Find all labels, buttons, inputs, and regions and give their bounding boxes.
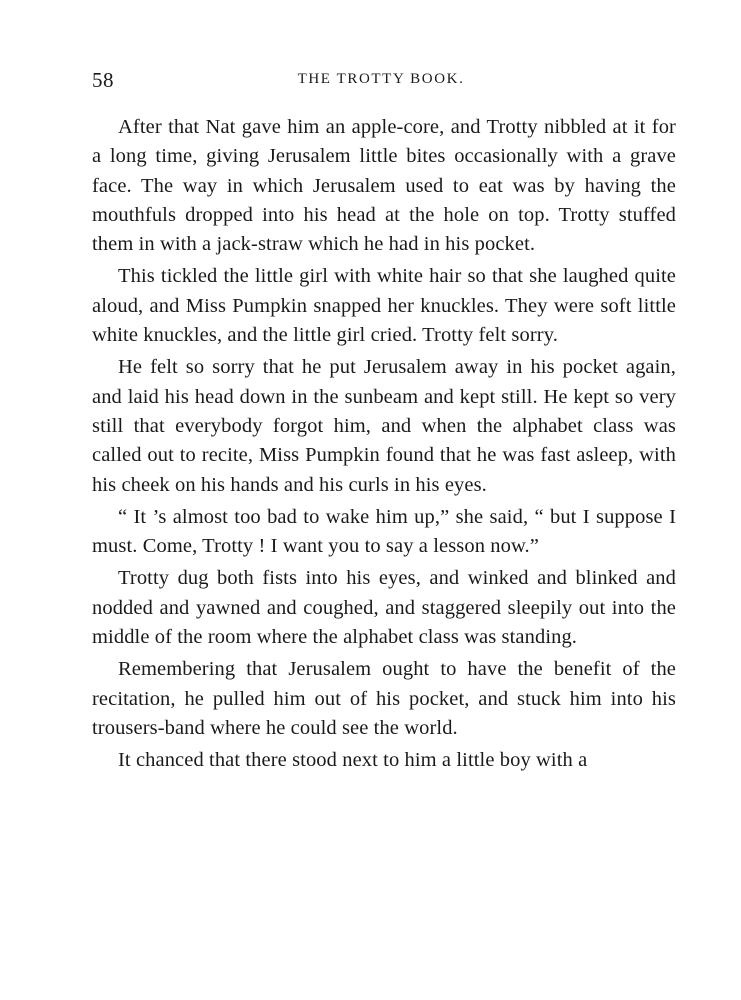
- paragraph: Remembering that Jerusalem ought to have the benefit of the recitation, he pulled him out of his pocket, and stuck him into his trousers-band where he could see the world.: [92, 658, 676, 739]
- page-number: 58: [92, 68, 114, 92]
- paragraph: He felt so sorry that he put Jerusalem away in his pocket again, and laid his head down in the sunbeam and kept still. He kept so very still that everybody forgot him, and when the alphabet class was called out to recite, Miss Pumpkin found that he was fast asleep, with his cheek on his hands and his curls in his eyes.: [92, 356, 676, 496]
- paragraph: After that Nat gave him an apple-core, and Trotty nibbled at it for a long time, giving Jerusalem little bites occasionally with a grave face. The way in which Jerusalem used to eat was by having the mouthfuls dropped into his head at the hole on top. Trotty stuffed them in with a jack-straw which he had in his pocket.: [92, 116, 676, 256]
- paragraph: “ It ’s almost too bad to wake him up,” she said, “ but I suppose I must. Come, Trotty ! I want you to say a lesson now.”: [92, 505, 676, 558]
- page-header: [92, 68, 670, 98]
- paragraph: Trotty dug both fists into his eyes, and winked and blinked and nodded and yawned and coughed, and staggered sleepily out into the middle of the room where the alphabet class was standing.: [92, 567, 676, 649]
- running-head: THE TROTTY BOOK.: [297, 71, 465, 87]
- body-text: [92, 113, 676, 779]
- paragraph: It chanced that there stood next to him a little boy with a: [118, 749, 588, 772]
- paragraph: This tickled the little girl with white hair so that she laughed quite aloud, and Miss Pumpkin snapped her knuckles. They were soft little white knuckles, and the little girl cried. Trotty felt sorry.: [92, 265, 676, 347]
